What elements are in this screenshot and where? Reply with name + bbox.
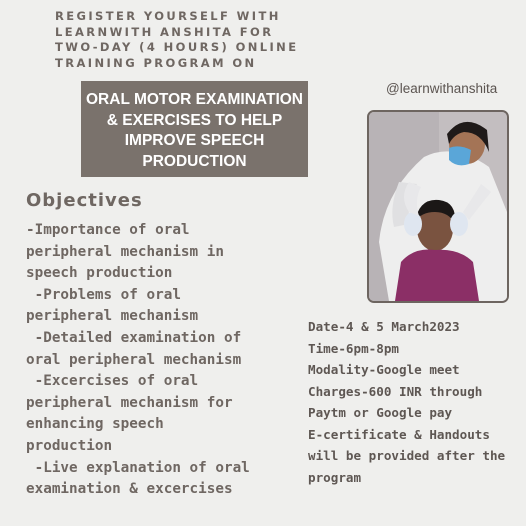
detail-line: Date-4 & 5 March2023	[308, 319, 460, 334]
detail-line: Modality-Google meet	[308, 362, 460, 377]
detail-line: will be provided after the	[308, 448, 506, 463]
program-title-box	[81, 81, 308, 177]
objective-line: -Live explanation of oral	[26, 459, 250, 476]
header-line: REGISTER YOURSELF WITH	[55, 9, 281, 23]
title-line: IMPROVE SPEECH	[124, 132, 265, 149]
detail-line: program	[308, 469, 362, 485]
objective-line: production	[26, 437, 113, 454]
objective-line: peripheral mechanism	[26, 308, 199, 325]
examination-illustration	[369, 112, 507, 301]
objectives-list	[26, 220, 250, 501]
detail-line: Paytm or Google pay	[308, 405, 453, 420]
objective-line: -Excercises of oral	[26, 373, 199, 390]
objective-line: -Importance of oral	[26, 222, 190, 238]
header-line: TWO-DAY (4 HOURS) ONLINE	[55, 40, 299, 54]
title-line: ORAL MOTOR EXAMINATION	[86, 91, 303, 108]
objective-line: peripheral mechanism for	[26, 394, 233, 411]
objective-line: examination & excercises	[26, 481, 233, 498]
social-handle: @learnwithanshita	[386, 81, 498, 96]
registration-header	[55, 9, 325, 71]
objective-line: oral peripheral mechanism	[26, 351, 242, 368]
detail-line: E-certificate & Handouts	[308, 426, 490, 442]
objective-line: -Problems of oral	[26, 286, 181, 303]
detail-line: Time-6pm-8pm	[308, 340, 399, 356]
examination-photo	[367, 110, 509, 303]
objective-line: speech production	[26, 265, 173, 282]
header-line: TRAINING PROGRAM ON	[55, 55, 257, 70]
objective-line: peripheral mechanism in	[26, 243, 224, 260]
title-line: PRODUCTION	[142, 152, 247, 170]
header-line: LEARNWITH ANSHITA FOR	[55, 24, 274, 39]
program-details	[308, 316, 505, 488]
objective-line: -Detailed examination of	[26, 329, 242, 346]
detail-line: Charges-600 INR through	[308, 383, 483, 399]
objective-line: enhancing speech	[26, 416, 164, 433]
objectives-heading: Objectives	[26, 190, 143, 211]
title-line: & EXERCISES TO HELP	[106, 111, 283, 129]
